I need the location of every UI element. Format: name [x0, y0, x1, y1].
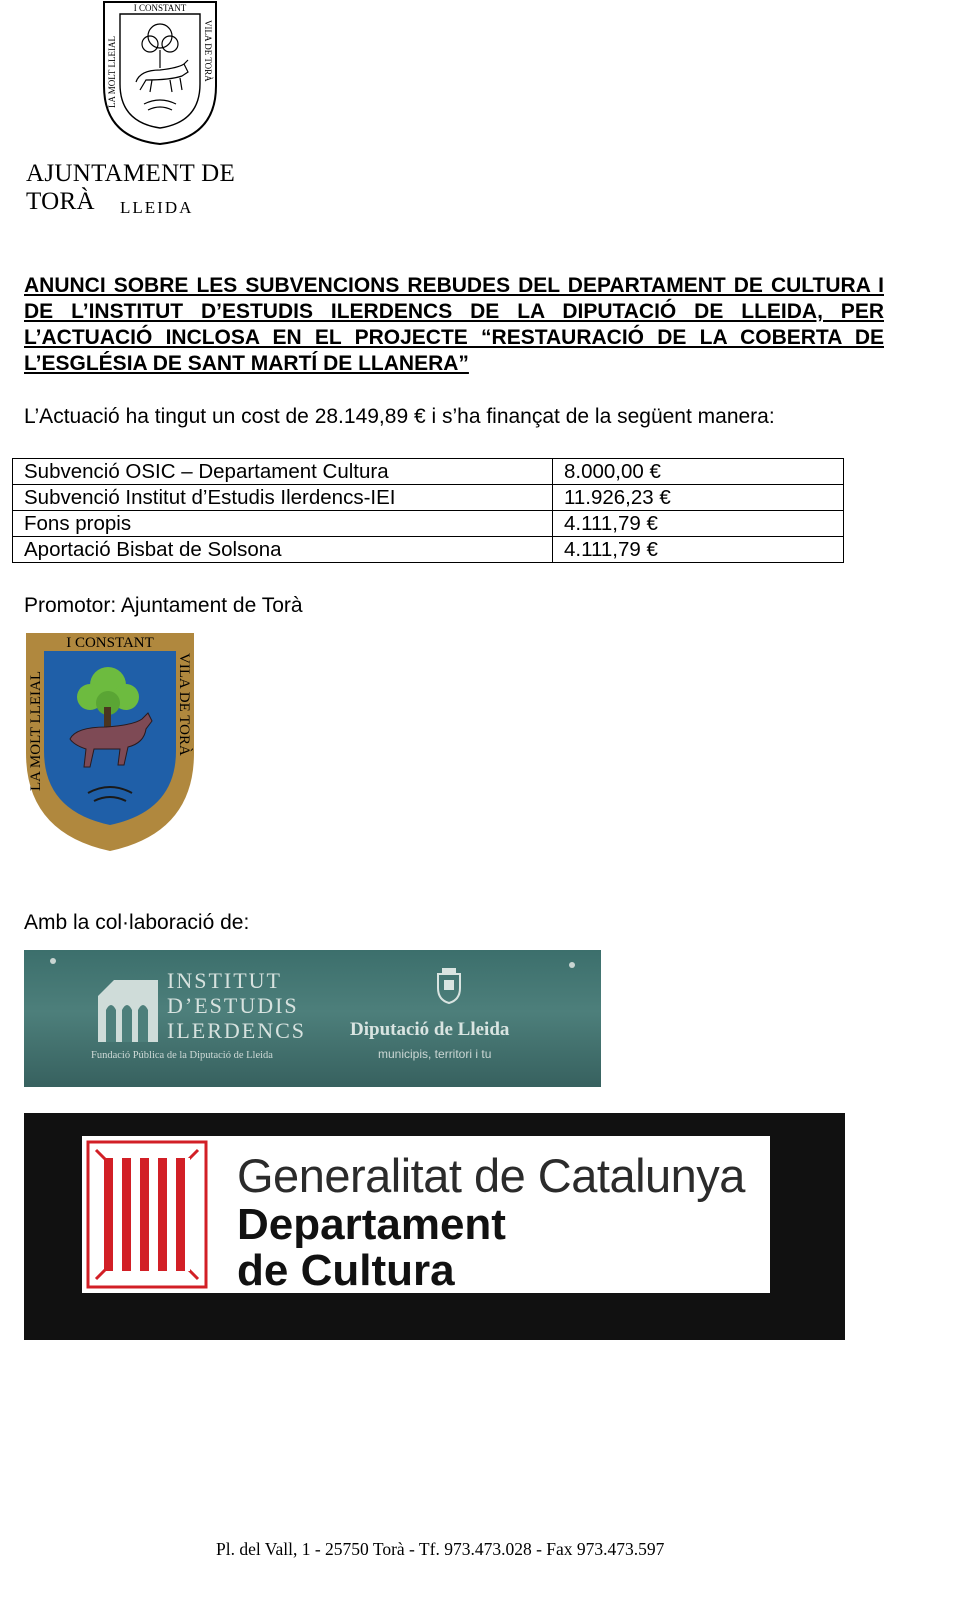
organization-city: LLEIDA	[120, 198, 194, 217]
table-row	[13, 485, 844, 511]
collaboration-label: Amb la col·laboració de:	[24, 911, 250, 934]
iei-diputacio-logo	[24, 950, 601, 1087]
crest-motto-top: I CONSTANT	[66, 635, 154, 651]
diputacio-shield-icon	[434, 968, 464, 1004]
iei-name-line2: D’ESTUDIS	[167, 993, 299, 1018]
crest-motto-right: VILA DE TORÀ	[176, 653, 192, 756]
generalitat-logo	[24, 1113, 845, 1340]
diputacio-name: Diputació de Lleida	[350, 1019, 510, 1040]
table-row	[13, 459, 844, 485]
footer-address: Pl. del Vall, 1 - 25750 Torà - Tf. 973.473.028 - Fax 973.473.597	[216, 1539, 665, 1559]
funding-source: Subvenció OSIC – Departament Cultura	[13, 459, 553, 485]
funding-amount: 4.111,79 €	[553, 537, 844, 563]
iei-arches-icon	[94, 976, 158, 1042]
cost-statement: L’Actuació ha tingut un cost de 28.149,89 € i s’ha finançat de la següent manera:	[24, 405, 775, 428]
crest-motto-left: LA MOLT LLEIAL	[107, 36, 117, 108]
town-crest-outline	[100, 0, 220, 146]
crest-motto-right: VILA DE TORÀ	[203, 20, 213, 82]
crest-motto-left: LA MOLT LLEIAL	[28, 671, 44, 791]
screw-dot	[569, 962, 575, 968]
department-name-line1: Departament	[237, 1200, 506, 1249]
diputacio-tagline: municipis, territori i tu	[378, 1047, 492, 1061]
iei-subtitle: Fundació Pública de la Diputació de Lleida	[91, 1050, 273, 1061]
funding-amount: 11.926,23 €	[553, 485, 844, 511]
senyera-icon	[82, 1136, 212, 1293]
crest-motto-top: I CONSTANT	[133, 3, 187, 13]
funding-source: Aportació Bisbat de Solsona	[13, 537, 553, 563]
generalitat-name: Generalitat de Catalunya	[237, 1149, 745, 1202]
funding-source: Subvenció Institut d’Estudis Ilerdencs-IEI	[13, 485, 553, 511]
iei-name-line1: INSTITUT	[167, 968, 282, 993]
notice-title: ANUNCI SOBRE LES SUBVENCIONS REBUDES DEL DEPARTAMENT DE CULTURA I DE L’INSTITUT D’ESTUDIS ILERDENCS DE LA DIPUTACIÓ DE LLEIDA, PER L’ACTUACIÓ INCLOSA EN EL PROJECTE “RESTAURACIÓ DE LA COBERTA DE L’ESGLÉSIA DE SANT MARTÍ DE LLANERA”	[24, 274, 884, 375]
funding-source: Fons propis	[13, 511, 553, 537]
funding-amount: 4.111,79 €	[553, 511, 844, 537]
funding-table	[12, 458, 844, 563]
department-name-line2: de Cultura	[237, 1246, 455, 1295]
funding-amount: 8.000,00 €	[553, 459, 844, 485]
table-row	[13, 511, 844, 537]
organization-name: AJUNTAMENT DE TORÀ	[26, 160, 236, 215]
table-row	[13, 537, 844, 563]
screw-dot	[50, 958, 56, 964]
town-crest-color	[24, 633, 196, 853]
generalitat-logo-panel	[82, 1136, 770, 1293]
iei-name-line3: ILERDENCS	[167, 1018, 306, 1043]
promoter-statement: Promotor: Ajuntament de Torà	[24, 594, 303, 617]
